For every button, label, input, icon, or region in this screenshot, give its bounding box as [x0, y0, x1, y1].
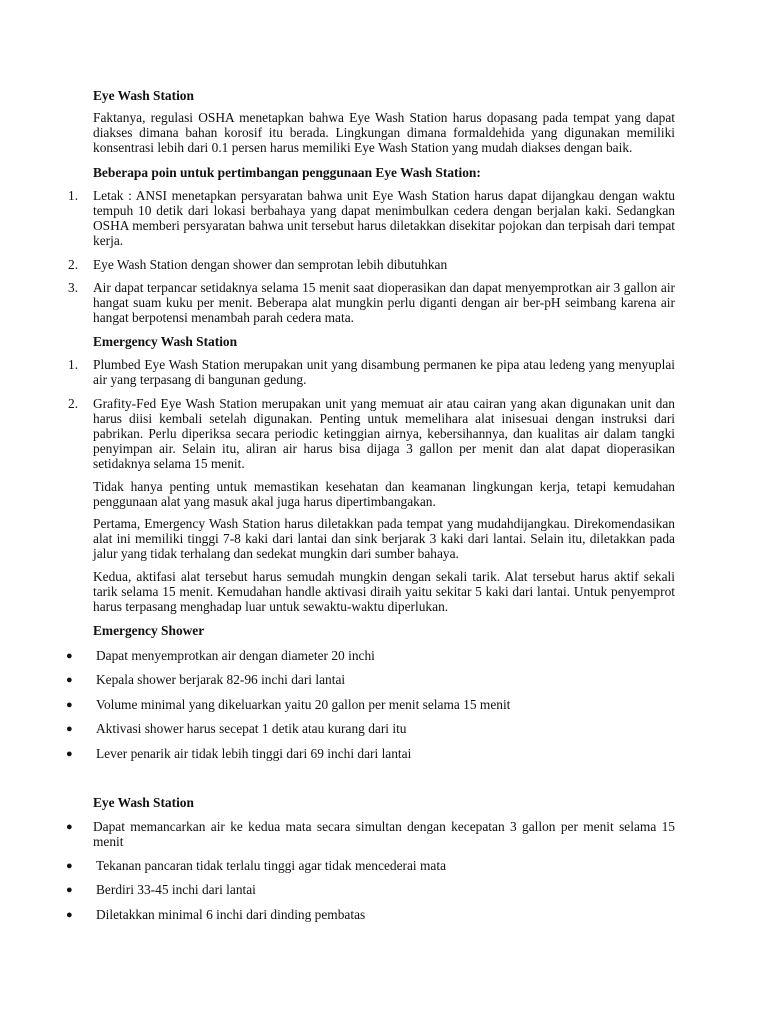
bullet-icon: ● — [66, 699, 73, 711]
bullet-icon: ● — [66, 748, 73, 760]
list-number: 1. — [68, 357, 79, 372]
list-item-shower: Eye Wash Station dengan shower dan semprotan lebih dibutuhkan — [93, 257, 448, 272]
heading-considerations: Beberapa poin untuk pertimbangan penggunaan Eye Wash Station: — [93, 165, 481, 180]
paragraph-osha: Faktanya, regulasi OSHA menetapkan bahwa Eye Wash Station harus dopasang pada tempat yang dapat diakses dimana bahan korosif itu berada. Lingkungan dimana formaldehida yang digunakan memiliki konsentrasi lebih dari 0.1 persen harus memiliki Eye Wash Station yang mudah diakses dengan baik. — [93, 110, 675, 155]
list-item-gravity-fed: Grafity-Fed Eye Wash Station merupakan unit yang memuat air atau cairan yang akan digunakan unit dan harus diisi kembali setelah digunakan. Penting untuk memelihara alat inisesuai dengan instruksi dari pabrikan. Perlu diperiksa secara periodic ketinggian airnya, kebersihannya, dan kualitas air dalam tangki penyimpan air. Selain itu, aliran air harus bisa dijaga 3 gallon per menit dan alat dapat dioperasikan setidaknya selama 15 menit. — [93, 396, 675, 471]
bullet-icon: ● — [66, 884, 73, 896]
bullet-item: Tekanan pancaran tidak terlalu tinggi agar tidak mencederai mata — [96, 858, 447, 873]
paragraph-kedua: Kedua, aktifasi alat tersebut harus semudah mungkin dengan sekali tarik. Alat tersebut harus aktif sekali tarik selama 15 menit. Kemudahan handle aktivasi diraih yaitu sekitar 5 kaki dari lantai. Untuk penyemprot harus terpasang menghadap luar untuk sewaktu-waktu diperlukan. — [93, 569, 675, 614]
bullet-icon: ● — [66, 821, 73, 833]
bullet-item: Diletakkan minimal 6 inchi dari dinding pembatas — [96, 907, 366, 922]
bullet-icon: ● — [66, 674, 73, 686]
heading-eye-wash-station: Eye Wash Station — [93, 88, 194, 103]
paragraph-tidak-hanya: Tidak hanya penting untuk memastikan kesehatan dan keamanan lingkungan kerja, tetapi kemudahan penggunaan alat yang masuk akal juga harus dipertimbangakan. — [93, 479, 675, 509]
list-number: 2. — [68, 396, 79, 411]
list-number: 2. — [68, 257, 79, 272]
bullet-icon: ● — [66, 909, 73, 921]
heading-emergency-shower: Emergency Shower — [93, 623, 205, 638]
bullet-item: Aktivasi shower harus secepat 1 detik atau kurang dari itu — [96, 721, 407, 736]
list-item-plumbed: Plumbed Eye Wash Station merupakan unit yang disambung permanen ke pipa atau ledeng yang menyuplai air yang terpasang di bangunan gedung. — [93, 357, 675, 387]
bullet-icon: ● — [66, 723, 73, 735]
bullet-icon: ● — [66, 650, 73, 662]
paragraph-pertama: Pertama, Emergency Wash Station harus diletakkan pada tempat yang mudahdijangkau. Direkomendasikan alat ini memiliki tinggi 7-8 kaki dari lantai dan sink berjarak 3 kaki dari lantai. Selain itu, diletakkan pada jalur yang tidak terhalang dan sedekat mungkin dari sumber bahaya. — [93, 516, 675, 561]
list-item-letak: Letak : ANSI menetapkan persyaratan bahwa unit Eye Wash Station harus dapat dijangkau dengan waktu tempuh 10 detik dari lokasi berbahaya yang dapat menimbulkan cedera dengan berjalan kaki. Sedangkan OSHA memberi persyaratan bahwa unit tersebut harus diletakkan disekitar pojokan dan terpisah dari tempat kerja. — [93, 188, 675, 248]
bullet-item: Dapat menyemprotkan air dengan diameter 20 inchi — [96, 648, 375, 663]
bullet-icon: ● — [66, 860, 73, 872]
bullet-item: Berdiri 33-45 inchi dari lantai — [96, 882, 256, 897]
bullet-item: Volume minimal yang dikeluarkan yaitu 20 gallon per menit selama 15 menit — [96, 697, 511, 712]
bullet-item: Dapat memancarkan air ke kedua mata secara simultan dengan kecepatan 3 gallon per menit selama 15 menit — [93, 819, 675, 849]
list-number: 1. — [68, 188, 79, 203]
heading-emergency-wash-station: Emergency Wash Station — [93, 334, 238, 349]
list-number: 3. — [68, 280, 79, 295]
heading-eye-wash-station-2: Eye Wash Station — [93, 795, 194, 810]
bullet-item: Lever penarik air tidak lebih tinggi dari 69 inchi dari lantai — [96, 746, 412, 761]
list-item-air: Air dapat terpancar setidaknya selama 15 menit saat dioperasikan dan dapat menyemprotkan air 3 gallon air hangat suam kuku per menit. Beberapa alat mungkin perlu diganti dengan air ber-pH seimbang karena air hangat berpotensi menambah parah cedera mata. — [93, 280, 675, 325]
bullet-item: Kepala shower berjarak 82-96 inchi dari lantai — [96, 672, 346, 687]
